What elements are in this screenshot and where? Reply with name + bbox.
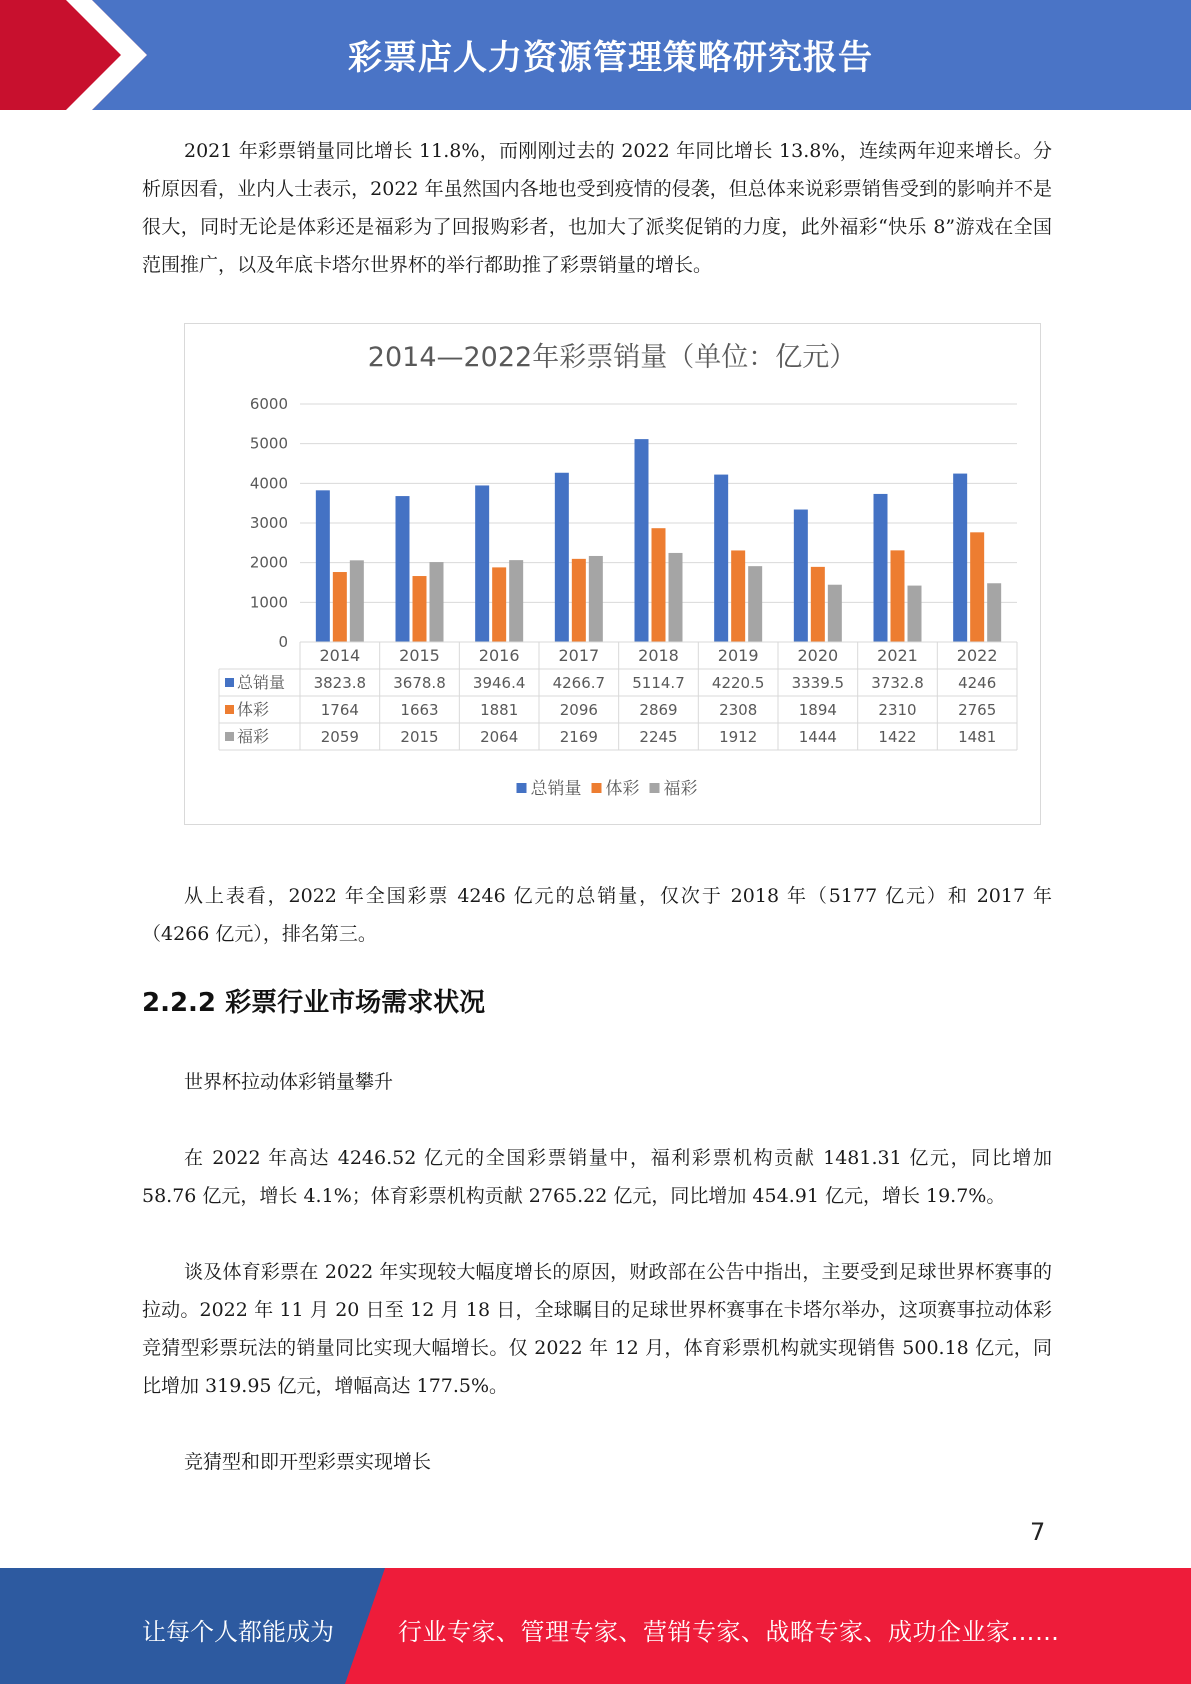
paragraph-subheading-worldcup: 世界杯拉动体彩销量攀升: [184, 1071, 394, 1093]
table-cell-value: 1894: [798, 701, 837, 719]
bar-体彩-2017: [572, 559, 586, 642]
table-cell-value: 2310: [878, 701, 917, 719]
table-cell-value: 2869: [639, 701, 678, 719]
x-tick-label: 2017: [558, 646, 600, 665]
bar-体彩-2014: [333, 572, 347, 642]
table-cell-value: 2308: [719, 701, 758, 719]
table-cell-value: 4220.5: [711, 674, 765, 692]
legend-key: [650, 783, 660, 793]
table-cell-value: 2765: [958, 701, 997, 719]
table-cell-value: 3678.8: [393, 674, 446, 692]
table-series-label: 总销量: [237, 673, 286, 692]
legend-key: [592, 783, 602, 793]
table-cell-value: 2169: [559, 728, 598, 746]
bar-总销量-2022: [953, 474, 967, 642]
table-cell-value: 2064: [480, 728, 519, 746]
x-tick-label: 2019: [717, 646, 759, 665]
table-cell-value: 1764: [320, 701, 359, 719]
bar-福彩-2020: [828, 585, 842, 642]
bar-体彩-2016: [492, 567, 506, 642]
paragraph-sales-growth: 2021 年彩票销量同比增长 11.8%，而刚刚过去的 2022 年同比增长 13.8%，连续两年迎来增长。分析原因看，业内人士表示，2022 年虽然国内各地也受到疫情的侵袭，但总体来说彩票销售受到的影响并不是很大，同时无论是体彩还是福彩为了回报购彩者，也加大了派奖促销的力度，此外福彩“快乐 8”游戏在全国范围推广，以及年底卡塔尔世界杯的举行都助推了彩票销量的增长。: [142, 140, 1052, 276]
y-tick-label: 6000: [249, 395, 288, 413]
footer-slogan-left: 让每个人都能成为: [142, 1618, 334, 1646]
table-cell-value: 3823.8: [313, 674, 367, 692]
table-cell-value: 4266.7: [552, 674, 606, 692]
footer-banner: [0, 1568, 1191, 1684]
bar-福彩-2021: [908, 586, 922, 642]
table-series-label: 福彩: [237, 727, 270, 746]
footer-slogan-right: 行业专家、管理专家、营销专家、战略专家、成功企业家……: [398, 1618, 1060, 1646]
y-tick-label: 0: [278, 633, 288, 651]
y-tick-label: 1000: [249, 593, 288, 612]
table-cell-value: 2245: [639, 728, 678, 746]
bar-总销量-2017: [555, 473, 569, 642]
bar-总销量-2015: [396, 496, 410, 642]
table-cell-value: 1481: [958, 728, 997, 746]
x-tick-label: 2021: [877, 646, 918, 665]
paragraph-contributions: 在 2022 年高达 4246.52 亿元的全国彩票销量中，福利彩票机构贡献 1481.31 亿元，同比增加 58.76 亿元，增长 4.1%；体育彩票机构贡献 2765.22 亿元，同比增加 454.91 亿元，增长 19.7%。: [142, 1147, 1052, 1207]
legend-entry: 福彩: [663, 779, 698, 799]
paragraph-subheading-quiz: 竞猜型和即开型彩票实现增长: [184, 1451, 432, 1473]
table-cell-value: 5114.7: [632, 674, 685, 692]
y-tick-label: 5000: [249, 434, 288, 453]
x-tick-label: 2022: [956, 646, 998, 665]
header-banner: [0, 0, 1191, 110]
bar-总销量-2019: [714, 475, 728, 642]
x-tick-label: 2016: [478, 646, 520, 665]
table-cell-value: 1881: [480, 701, 519, 719]
table-cell-value: 1912: [719, 728, 758, 746]
chart-title: 2014—2022年彩票销量（单位：亿元）: [367, 342, 857, 373]
bar-福彩-2014: [350, 560, 364, 642]
table-cell-value: 2059: [320, 728, 359, 746]
table-legend-key: [225, 732, 234, 741]
lottery-sales-chart: [184, 323, 1041, 825]
bar-体彩-2015: [413, 576, 427, 642]
x-tick-label: 2020: [797, 646, 839, 665]
table-legend-key: [225, 705, 234, 714]
table-cell-value: 2015: [400, 728, 439, 746]
bar-总销量-2014: [316, 490, 330, 642]
table-legend-key: [225, 678, 234, 687]
table-cell-value: 1663: [400, 701, 439, 719]
table-cell-value: 3732.8: [871, 674, 924, 692]
bar-总销量-2021: [874, 494, 888, 642]
chart-canvas: [185, 324, 1040, 824]
table-series-label: 体彩: [237, 700, 270, 719]
y-tick-label: 3000: [249, 514, 288, 532]
x-tick-label: 2018: [638, 646, 679, 665]
legend-entry: 体彩: [605, 779, 640, 799]
table-cell-value: 3339.5: [791, 674, 845, 692]
bar-总销量-2020: [794, 510, 808, 642]
document-title: 彩票店人力资源管理策略研究报告: [348, 38, 873, 78]
bar-总销量-2016: [475, 485, 489, 642]
y-tick-label: 4000: [249, 474, 288, 493]
bar-福彩-2019: [748, 566, 762, 642]
bar-福彩-2015: [430, 562, 444, 642]
paragraph-sports-lottery-growth: 谈及体育彩票在 2022 年实现较大幅度增长的原因，财政部在公告中指出，主要受到足球世界杯赛事的拉动。2022 年 11 月 20 日至 12 月 18 日，全球瞩目的足球世界杯赛事在卡塔尔举办，这项赛事拉动体彩竞猜型彩票玩法的销量同比实现大幅增长。仅 2022 年 12 月，体育彩票机构就实现销售 500.18 亿元，同比增加 319.95 亿元，增幅高达 177.5%。: [142, 1261, 1052, 1397]
legend-key: [517, 783, 527, 793]
table-cell-value: 1422: [878, 728, 917, 746]
table-cell-value: 4246: [958, 674, 997, 692]
page-number: 7: [1030, 1518, 1046, 1546]
table-cell-value: 3946.4: [472, 674, 526, 692]
bar-体彩-2018: [652, 528, 666, 642]
y-tick-label: 2000: [249, 553, 288, 572]
bar-福彩-2022: [987, 583, 1001, 642]
bar-体彩-2020: [811, 567, 825, 642]
section-heading: 2.2.2 彩票行业市场需求状况: [142, 988, 486, 1018]
paragraph-ranking: 从上表看，2022 年全国彩票 4246 亿元的总销量，仅次于 2018 年（5177 亿元）和 2017 年（4266 亿元），排名第三。: [142, 885, 1052, 945]
x-tick-label: 2015: [399, 646, 440, 665]
bar-体彩-2019: [731, 550, 745, 642]
x-tick-label: 2014: [319, 646, 361, 665]
bar-福彩-2018: [669, 553, 683, 642]
table-cell-value: 2096: [559, 701, 598, 719]
bar-体彩-2022: [970, 532, 984, 642]
bar-福彩-2016: [509, 560, 523, 642]
bar-总销量-2018: [635, 439, 649, 642]
table-cell-value: 1444: [798, 728, 837, 746]
bar-福彩-2017: [589, 556, 603, 642]
legend-entry: 总销量: [530, 779, 582, 799]
bar-体彩-2021: [891, 550, 905, 642]
